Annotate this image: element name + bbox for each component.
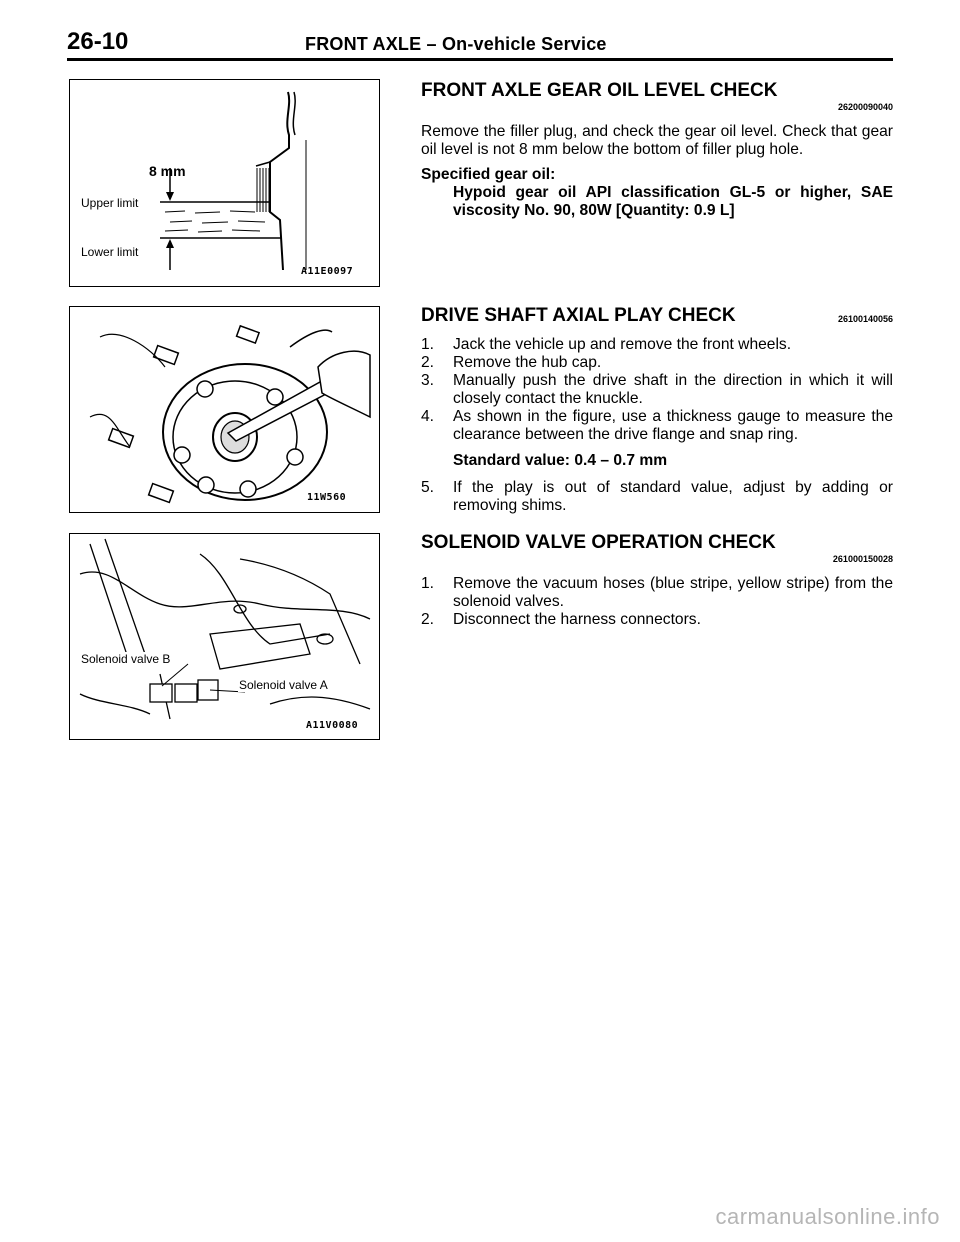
section-title: FRONT AXLE GEAR OIL LEVEL CHECK [421, 80, 778, 101]
list-item: 2. Remove the hub cap. [421, 354, 602, 371]
step-number: 2. [421, 354, 435, 371]
dimension-label: 8 mm [149, 163, 186, 179]
upper-limit-label: Upper limit [81, 196, 139, 210]
section-solenoid-valve [421, 532, 893, 629]
section-id: 261000150028 [832, 554, 893, 564]
section-title: SOLENOID VALVE OPERATION CHECK [421, 532, 776, 553]
spec-label: Specified gear oil: [421, 166, 556, 183]
step-number: 1. [421, 575, 435, 592]
section-id: 26200090040 [837, 102, 893, 112]
step-list [421, 336, 893, 444]
figure-solenoid-valves [69, 533, 380, 740]
watermark: carmanualsonline.info [715, 1204, 940, 1229]
spec-value: Hypoid gear oil API classification GL-5 or higher, SAE viscosity No. 90, 80W [Quantity: 0.9 L] [453, 184, 893, 219]
step-number: 5. [421, 479, 435, 496]
section-gear-oil-level [421, 80, 893, 220]
list-item: 4. As shown in the figure, use a thickness gauge to measure the clearance between the drive flange and snap ring. [421, 408, 893, 443]
step-number: 2. [421, 611, 435, 628]
list-item: 5. If the play is out of standard value, adjust by adding or removing shims. [421, 479, 893, 514]
page-number: 26-10 [67, 28, 129, 55]
list-item: 3. Manually push the drive shaft in the direction in which it will closely contact the knuckle. [421, 372, 893, 407]
figure-axial-play [69, 306, 380, 513]
page-title: FRONT AXLE – On-vehicle Service [305, 34, 607, 54]
list-item: 1. Remove the vacuum hoses (blue stripe, yellow stripe) from the solenoid valves. [421, 575, 893, 610]
hub-feeler-gauge-illustration [70, 307, 379, 512]
page-header [0, 0, 960, 62]
solenoid-valve-illustration [70, 534, 379, 739]
solenoid-valve-b-label: Solenoid valve B [81, 652, 171, 666]
lower-limit-label: Lower limit [81, 245, 139, 259]
step-number: 3. [421, 372, 435, 389]
standard-value: Standard value: 0.4 – 0.7 mm [453, 452, 668, 469]
step-list [421, 479, 893, 515]
header-rule [67, 58, 893, 61]
step-list [421, 575, 893, 629]
section-id: 26100140056 [837, 314, 893, 324]
figure-code: 11W560 [307, 492, 347, 503]
step-number: 4. [421, 408, 435, 425]
section-axial-play [421, 305, 893, 515]
list-item: 1. Jack the vehicle up and remove the front wheels. [421, 336, 792, 353]
list-item: 2. Disconnect the harness connectors. [421, 611, 701, 628]
step-number: 1. [421, 336, 435, 353]
figure-code: A11E0097 [301, 266, 354, 277]
section-body: Remove the filler plug, and check the gear oil level. Check that gear oil level is not 8 mm below the bottom of filler plug hole. [421, 123, 893, 158]
figure-oil-level [69, 79, 380, 287]
solenoid-valve-a-label: Solenoid valve A [239, 678, 328, 692]
section-title: DRIVE SHAFT AXIAL PLAY CHECK [421, 305, 736, 326]
figure-code: A11V0080 [306, 720, 359, 731]
